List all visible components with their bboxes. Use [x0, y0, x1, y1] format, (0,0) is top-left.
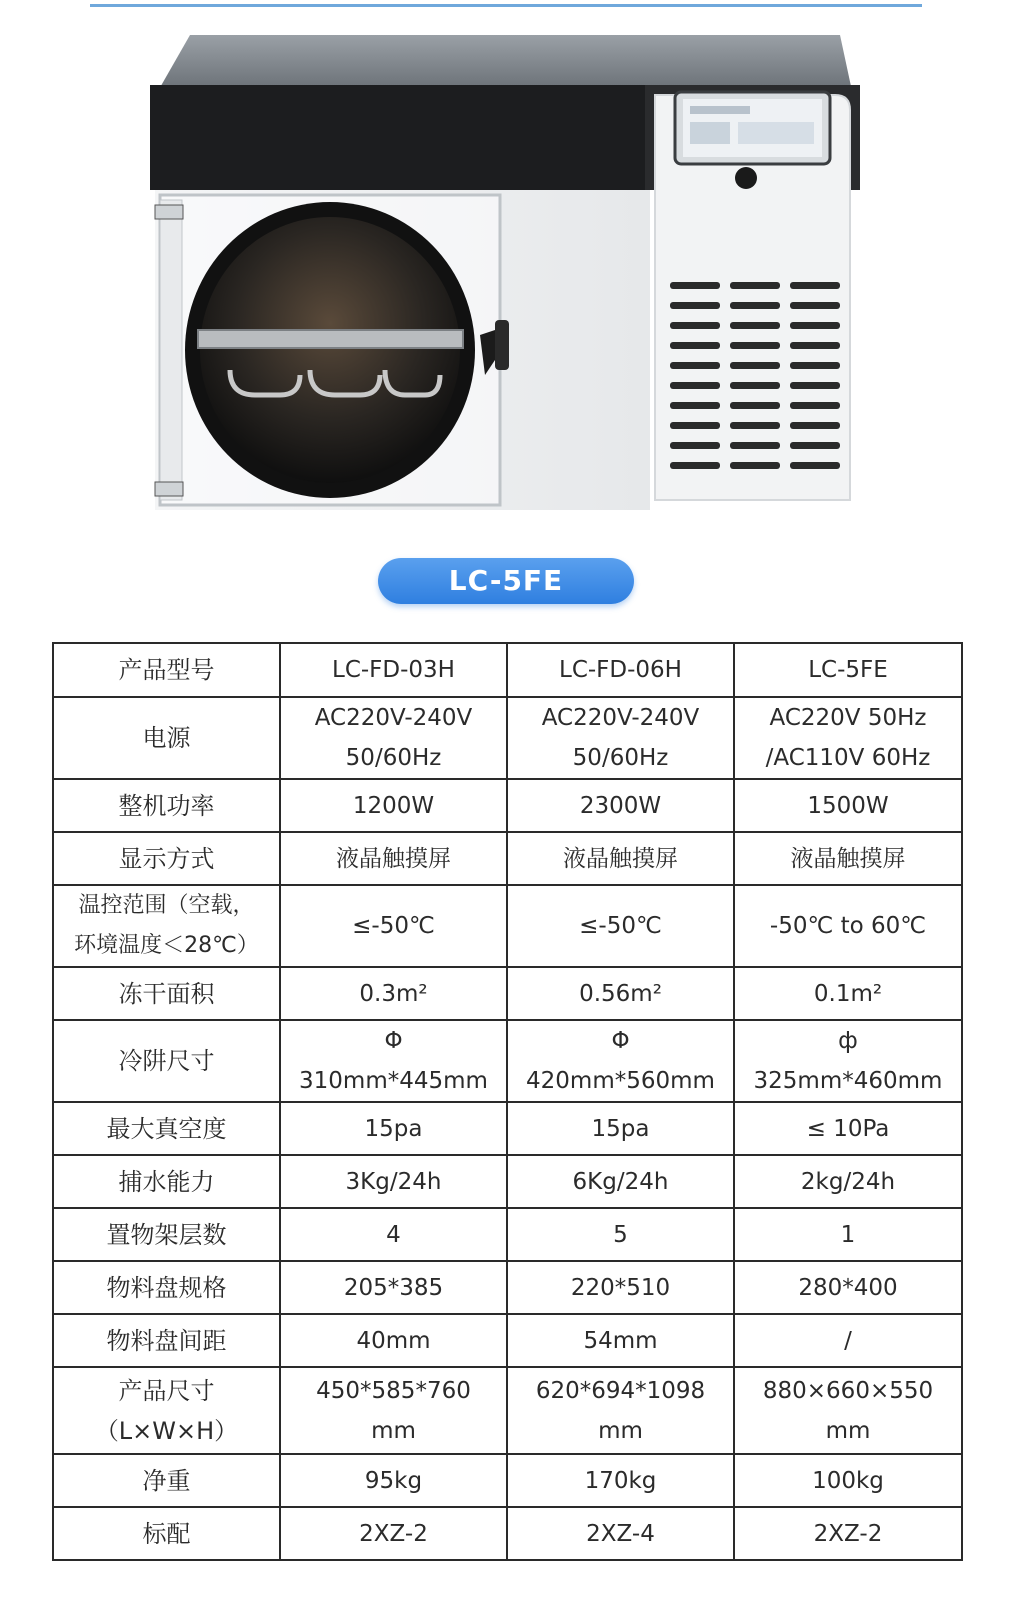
- table-cell: AC220V-240V 50/60Hz: [507, 697, 734, 779]
- table-row-max-vacuum: [53, 1102, 962, 1155]
- table-cell: 2XZ-2: [280, 1507, 507, 1560]
- table-cell: 液晶触摸屏: [280, 832, 507, 885]
- usb-port: [735, 167, 757, 189]
- table-cell: 0.56m²: [507, 967, 734, 1020]
- table-cell: ≤-50℃: [507, 885, 734, 967]
- door-latch: [495, 320, 509, 370]
- spec-table: [52, 642, 963, 1561]
- chamber-interior: [200, 217, 460, 483]
- top-panel: [150, 85, 655, 190]
- top-divider: [90, 4, 922, 7]
- table-cell: 液晶触摸屏: [507, 832, 734, 885]
- table-cell: 0.1m²: [734, 967, 962, 1020]
- table-cell: 2XZ-2: [734, 1507, 962, 1560]
- row-label: 捕水能力: [53, 1155, 280, 1208]
- table-cell: 880×660×550 mm: [734, 1367, 962, 1454]
- row-label: 净重: [53, 1454, 280, 1507]
- product-image: [150, 30, 860, 520]
- row-label: 产品尺寸 （L×W×H）: [53, 1367, 280, 1454]
- table-cell: 液晶触摸屏: [734, 832, 962, 885]
- row-label: 电源: [53, 697, 280, 779]
- row-label: 冷阱尺寸: [53, 1020, 280, 1102]
- row-label: 置物架层数: [53, 1208, 280, 1261]
- row-label: 物料盘规格: [53, 1261, 280, 1314]
- table-cell: 6Kg/24h: [507, 1155, 734, 1208]
- model-label-badge: LC-5FE: [378, 558, 634, 604]
- table-cell: 4: [280, 1208, 507, 1261]
- table-row-power-supply: [53, 697, 962, 779]
- table-row-shelf-layers: [53, 1208, 962, 1261]
- table-cell: 170kg: [507, 1454, 734, 1507]
- table-row-water-capacity: [53, 1155, 962, 1208]
- table-cell: ≤-50℃: [280, 885, 507, 967]
- table-row-tray-size: [53, 1261, 962, 1314]
- table-row-standard-config: [53, 1507, 962, 1560]
- model-name: LC-5FE: [734, 643, 962, 697]
- table-row-dimensions: [53, 1367, 962, 1454]
- table-cell: 280*400: [734, 1261, 962, 1314]
- table-cell: 100kg: [734, 1454, 962, 1507]
- table-cell: 1: [734, 1208, 962, 1261]
- table-row-temperature-range: [53, 885, 962, 967]
- table-cell: 450*585*760 mm: [280, 1367, 507, 1454]
- table-cell: Φ 310mm*445mm: [280, 1020, 507, 1102]
- row-label: 物料盘间距: [53, 1314, 280, 1367]
- table-cell: Φ 420mm*560mm: [507, 1020, 734, 1102]
- row-label: 冻干面积: [53, 967, 280, 1020]
- table-cell: 2kg/24h: [734, 1155, 962, 1208]
- table-row-display: [53, 832, 962, 885]
- table-cell: 0.3m²: [280, 967, 507, 1020]
- table-cell: 3Kg/24h: [280, 1155, 507, 1208]
- table-row-power: [53, 779, 962, 832]
- row-label: 显示方式: [53, 832, 280, 885]
- table-cell: 40mm: [280, 1314, 507, 1367]
- table-cell: 54mm: [507, 1314, 734, 1367]
- table-cell: 15pa: [507, 1102, 734, 1155]
- freeze-dryer-illustration: [150, 30, 860, 520]
- table-row-model: [53, 643, 962, 697]
- table-cell: AC220V-240V 50/60Hz: [280, 697, 507, 779]
- table-cell: 1500W: [734, 779, 962, 832]
- model-name: LC-FD-03H: [280, 643, 507, 697]
- table-cell: /: [734, 1314, 962, 1367]
- row-label: 标配: [53, 1507, 280, 1560]
- table-cell: ≤ 10Pa: [734, 1102, 962, 1155]
- shelf: [198, 330, 463, 348]
- row-label: 产品型号: [53, 643, 280, 697]
- table-row-tray-spacing: [53, 1314, 962, 1367]
- row-label: 温控范围（空载， 环境温度＜28℃）: [53, 885, 280, 967]
- table-cell: 2XZ-4: [507, 1507, 734, 1560]
- table-row-cold-trap-size: [53, 1020, 962, 1102]
- table-cell: 2300W: [507, 779, 734, 832]
- row-label: 整机功率: [53, 779, 280, 832]
- table-cell: 205*385: [280, 1261, 507, 1314]
- table-row-drying-area: [53, 967, 962, 1020]
- table-cell: ф 325mm*460mm: [734, 1020, 962, 1102]
- table-cell: 620*694*1098 mm: [507, 1367, 734, 1454]
- model-name: LC-FD-06H: [507, 643, 734, 697]
- table-cell: 5: [507, 1208, 734, 1261]
- table-cell: 1200W: [280, 779, 507, 832]
- table-cell: 220*510: [507, 1261, 734, 1314]
- row-label: 最大真空度: [53, 1102, 280, 1155]
- table-cell: 15pa: [280, 1102, 507, 1155]
- table-row-net-weight: [53, 1454, 962, 1507]
- table-cell: 95kg: [280, 1454, 507, 1507]
- table-cell: AC220V 50Hz /AC110V 60Hz: [734, 697, 962, 779]
- table-cell: -50℃ to 60℃: [734, 885, 962, 967]
